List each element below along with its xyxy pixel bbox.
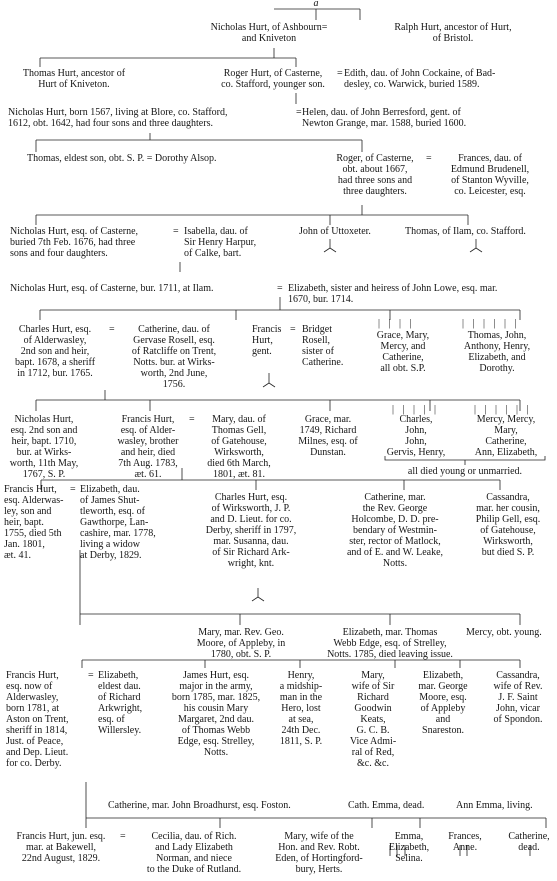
person-ralph-hurt: Ralph Hurt, ancestor of Hurt, of Bristol. (394, 22, 512, 44)
marriage-sign: = (277, 283, 283, 294)
marriage-sign: = (296, 107, 302, 118)
person-catherine-broadhurst: Catherine, mar. John Broadhurst, esq. Foston. (108, 800, 291, 811)
person-nicholas-hurt-1676: Nicholas Hurt, esq. of Casterne, buried 7th Feb. 1676, had three sons and four daughters. (10, 226, 139, 259)
person-roger-hurt-casterne: Roger Hurt, of Casterne, co. Stafford, younger son. (221, 68, 325, 90)
section-marker: a (313, 0, 319, 9)
marriage-sign: = (290, 324, 296, 335)
person-charles-hurt-wirksworth: Charles Hurt, esq. of Wirksworth, J. P. and D. Lieut. for co. Derby, sheriff in 1797, mar. Susanna, dau. of Sir Richard Ark- wright, knt. (205, 492, 297, 569)
person-thomas-ilam: Thomas, of Ilam, co. Stafford. (405, 226, 526, 237)
person-cassandra-saint-john: Cassandra, wife of Rev. J. F. Saint John, vicar of Spondon. (493, 670, 543, 725)
person-thomas-john-anthony: Thomas, John, Anthony, Henry, Elizabeth, and Dorothy. (463, 330, 531, 374)
person-francis-hurt-1783: Francis Hurt, esq. of Alder- wasley, brother and heir, died 7th Aug. 1783, æt. 61. (117, 414, 179, 480)
person-elizabeth-edge: Elizabeth, mar. Thomas Webb Edge, esq. of Strelley, Notts. 1785, died leaving issue. (327, 627, 453, 660)
person-catherine-holcombe: Catherine, mar. the Rev. George Holcombe, D. D. pre- bendary of Westmin- ster, rector of Matlock, and of E. and W. Leake, Notts. (346, 492, 444, 569)
sibling-ticks: | | | | (378, 318, 415, 329)
person-mercy-young: Mercy, obt. young. (466, 627, 542, 638)
person-francis-hurt-1781: Francis Hurt, esq. now of Alderwasley, born 1781, at Aston on Trent, sheriff in 1814, Just. of Peace, and Dep. Lieut. for co. Derby. (6, 670, 69, 769)
person-frances-brudenell: Frances, dau. of Edmund Brudenell, of Stanton Wyville, co. Leicester, esq. (450, 153, 530, 197)
person-francis-hurt-gent: Francis Hurt, gent. (252, 324, 282, 357)
marriage-sign: = (120, 831, 126, 842)
marriage-sign: = (189, 414, 195, 425)
siblings-died-young-note: all died young or unmarried. (407, 466, 523, 477)
person-roger-casterne: Roger, of Casterne, obt. about 1667, had three sons and three daughters. (336, 153, 414, 197)
person-grace-milnes: Grace, mar. 1749, Richard Milnes, esq. of Dunstan. (298, 414, 358, 458)
person-nicholas-hurt-ashbourn: Nicholas Hurt, of Ashbourn= and Kniveton (210, 22, 328, 44)
marriage-sign: = (337, 68, 343, 79)
person-thomas-hurt-kniveton: Thomas Hurt, ancestor of Hurt of Kniveton. (22, 68, 126, 90)
person-helen-berresford: Helen, dau. of John Berresford, gent. of Newton Grange, mar. 1588, buried 1600. (302, 107, 467, 129)
person-mercy-mary-catherine: Mercy, Mercy, Mary, Catherine, Ann, Elizabeth, (474, 414, 538, 458)
person-mary-eden: Mary, wife of the Hon. and Rev. Robt. Eden, of Hortingford- bury, Herts. (275, 831, 363, 875)
person-cassandra-gell: Cassandra, mar. her cousin, Philip Gell, esq. of Gatehouse, Wirksworth, but died S. P. (475, 492, 541, 558)
sibling-ticks: | | | | | | (462, 318, 520, 329)
person-frances-anne: Frances, Anne. (448, 831, 482, 853)
person-francis-hurt-1755: Francis Hurt, esq. Alderwas- ley, son and heir, bapt. 1755, died 5th Jan. 1801, æt. 41. (4, 484, 64, 561)
marriage-sign: = (88, 670, 94, 681)
sibling-ticks: | | | | | (392, 404, 440, 415)
person-catherine-dead: Catherine, dead. (508, 831, 550, 853)
person-nicholas-hurt-1567: Nicholas Hurt, born 1567, living at Blore, co. Stafford, 1612, obt. 1642, had four sons and three daughters. (8, 107, 228, 129)
person-emma-elizabeth-selina: Emma, Elizabeth, Selina. (388, 831, 430, 864)
person-francis-hurt-jun: Francis Hurt, jun. esq. mar. at Bakewell, 22nd August, 1829. (16, 831, 106, 864)
marriage-sign: = (109, 324, 115, 335)
person-john-uttoxeter: John of Uttoxeter. (299, 226, 371, 237)
person-elizabeth-shuttleworth: Elizabeth, dau. of James Shut- tleworth, esq. of Gawthorpe, Lan- cashire, mar. 1778, living a widow at Derby, 1829. (80, 484, 156, 561)
person-bridget-rosell: Bridget Rosell, sister of Catherine. (302, 324, 344, 368)
marriage-sign: = (173, 226, 179, 237)
person-elizabeth-arkwright: Elizabeth, eldest dau. of Richard Arkwright, esq. of Willersley. (98, 670, 143, 736)
person-elizabeth-lowe: Elizabeth, sister and heiress of John Lowe, esq. mar. 1670, bur. 1714. (288, 283, 498, 305)
person-henry-midshipman: Henry, a midship- man in the Hero, lost at sea, 24th Dec. 1811, S. P. (279, 670, 323, 747)
person-mary-moore: Mary, mar. Rev. Geo. Moore, of Appleby, in 1780, obt. S. P. (196, 627, 286, 660)
person-nicholas-hurt-1710: Nicholas Hurt, esq. 2nd son and heir, bapt. 1710, bur. at Wirks- worth, 11th May, 1767, S. P. (9, 414, 79, 480)
person-isabella-harpur: Isabella, dau. of Sir Henry Harpur, of Calke, bart. (184, 226, 257, 259)
person-cath-emma: Cath. Emma, dead. (348, 800, 425, 811)
person-catherine-rosell: Catherine, dau. of Gervase Rosell, esq. of Ratcliffe on Trent, Notts. bur. at Wirks- worth, 2nd June, 1756. (131, 324, 217, 390)
person-edith-cockaine: Edith, dau. of John Cockaine, of Bad- desley, co. Warwick, buried 1589. (344, 68, 496, 90)
person-mary-keats: Mary, wife of Sir Richard Goodwin Keats, G. C. B. Vice Admi- ral of Red, &c. &c. (349, 670, 397, 769)
person-mary-gell: Mary, dau. of Thomas Gell, of Gatehouse, Wirksworth, died 6th March, 1801, æt. 81. (207, 414, 271, 480)
person-thomas-eldest: Thomas, eldest son, obt. S. P. = Dorothy Alsop. (27, 153, 217, 164)
person-elizabeth-moore: Elizabeth, mar. George Moore, esq. of Appleby and Snareston. (418, 670, 468, 736)
person-grace-mary-mercy: Grace, Mary, Mercy, and Catherine, all obt. S.P. (376, 330, 430, 374)
person-ann-emma: Ann Emma, living. (456, 800, 533, 811)
sibling-ticks: | | | | | | (474, 404, 532, 415)
person-charles-hurt-1678: Charles Hurt, esq. of Alderwasley, 2nd son and heir, bapt. 1678, a sheriff in 1712, bur. 1765. (14, 324, 96, 379)
person-james-hurt: James Hurt, esq. major in the army, born 1785, mar. 1825, his cousin Mary Margaret, 2nd dau. of Thomas Webb Edge, esq. Strelley, Notts. (171, 670, 261, 758)
marriage-sign: = (426, 153, 432, 164)
person-charles-john-gervis: Charles, John, John, Gervis, Henry, (386, 414, 446, 458)
marriage-sign: = (70, 484, 76, 495)
person-cecilia-norman: Cecilia, dau. of Rich. and Lady Elizabeth Norman, and niece to the Duke of Rutland. (146, 831, 242, 875)
person-nicholas-hurt-1711: Nicholas Hurt, esq. of Casterne, bur. 1711, at Ilam. (10, 283, 214, 294)
